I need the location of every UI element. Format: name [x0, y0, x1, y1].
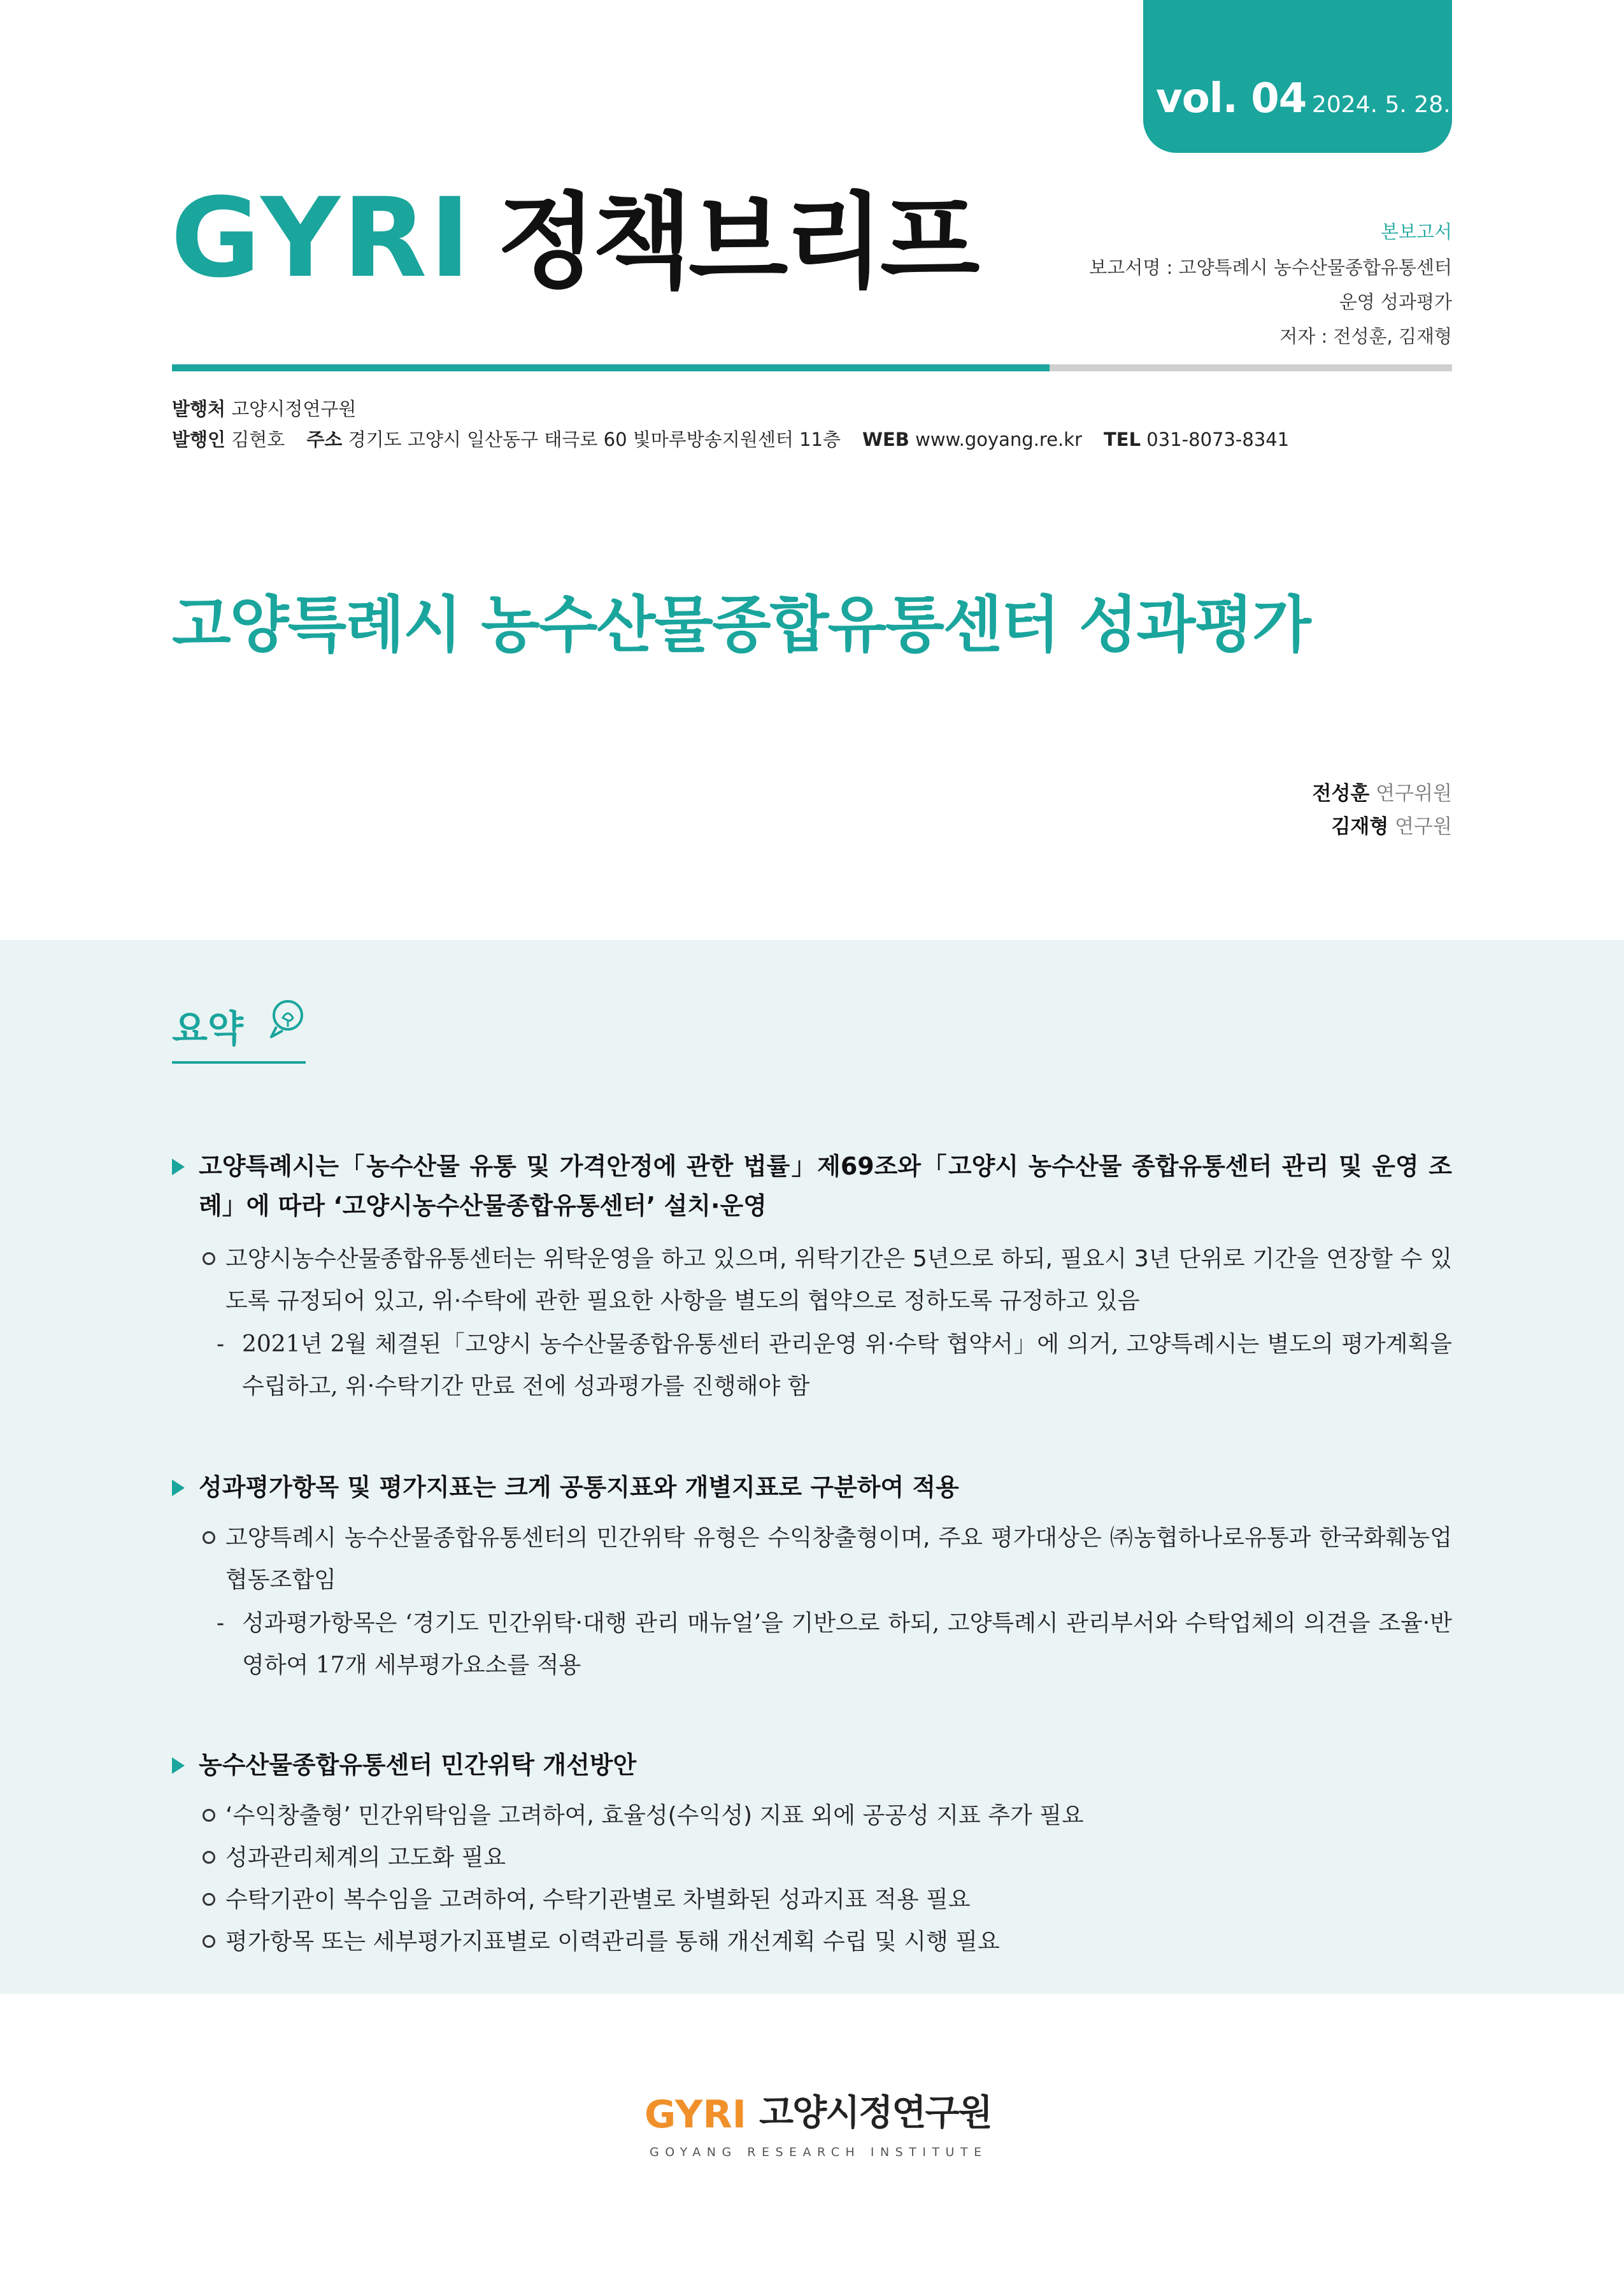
triangle-bullet-icon	[172, 1159, 185, 1175]
summary-point-text: 농수산물종합유통센터 민간위탁 개선방안	[199, 1751, 637, 1779]
footer-institute-english: GOYANG RESEARCH INSTITUTE	[650, 2145, 988, 2159]
summary-point	[172, 1745, 1452, 1785]
triangle-bullet-icon	[172, 1757, 185, 1774]
gyri-logo: GYRI	[171, 174, 473, 302]
author-role: 연구위원	[1376, 782, 1452, 805]
publisher-line	[172, 395, 356, 421]
policy-brief-wordmark: 정책브리프	[497, 183, 976, 303]
summary-subpoint	[203, 1879, 1452, 1921]
lightbulb-icon	[269, 999, 307, 1039]
summary-heading: 요약	[172, 1007, 244, 1050]
report-info-title: 보고서명 : 고양특례시 농수산물종합유통센터	[1089, 257, 1452, 278]
header-divider-gray	[1050, 364, 1452, 371]
triangle-bullet-icon	[172, 1480, 185, 1496]
tel-label: TEL	[1104, 429, 1141, 450]
summary-subpoint-text: 고양시농수산물종합유통센터는 위탁운영을 하고 있으며, 위탁기간은 5년으로 하되, 필요시 3년 단위로 기간을 연장할 수 있도록 규정되어 있고, 위·수탁에 관한 필요한 사항을 별도의 협약으로 정하도록 규정하고 있음	[225, 1246, 1452, 1314]
address-label: 주소	[306, 429, 343, 450]
issuer-value: 김현호	[231, 429, 285, 450]
circle-bullet-icon	[203, 1851, 215, 1864]
summary-subpoint	[203, 1795, 1452, 1837]
summary-heading-underline	[172, 1061, 306, 1064]
author-role: 연구원	[1395, 815, 1452, 838]
circle-bullet-icon	[203, 1935, 215, 1948]
circle-bullet-icon	[203, 1252, 215, 1265]
header-divider-accent	[172, 364, 1050, 371]
footer-institute-name: 고양시정연구원	[759, 2092, 992, 2134]
summary-subpoint-text: ‘수익창출형’ 민간위탁임을 고려하여, 효율성(수익성) 지표 외에 공공성 지표 추가 필요	[225, 1803, 1084, 1829]
summary-subpoint-text: 고양특례시 농수산물종합유통센터의 민간위탁 유형은 수익창출형이며, 주요 평가대상은 ㈜농협하나로유통과 한국화훼농업협동조합임	[225, 1525, 1452, 1593]
tel-value: 031-8073-8341	[1146, 429, 1290, 450]
summary-subpoint	[203, 1238, 1452, 1322]
summary-point	[172, 1146, 1452, 1225]
summary-detail: - 성과평가항목은 ‘경기도 민간위탁·대행 관리 매뉴얼’을 기반으로 하되, 고양특례시 관리부서와 수탁업체의 의견을 조율·반영하여 17개 세부평가요소를 적용	[217, 1603, 1452, 1687]
summary-detail-text: 2021년 2월 체결된「고양시 농수산물종합유통센터 관리운영 위·수탁 협약서」에 의거, 고양특례시는 별도의 평가계획을 수립하고, 위·수탁기간 만료 전에 성과평가를 진행해야 함	[242, 1331, 1452, 1399]
summary-subpoint	[203, 1837, 1452, 1879]
circle-bullet-icon	[203, 1893, 215, 1906]
address-value: 경기도 고양시 일산동구 태극로 60 빛마루방송지원센터 11층	[348, 429, 841, 450]
summary-point-text: 고양특례시는「농수산물 유통 및 가격안정에 관한 법률」제69조와「고양시 농수산물 종합유통센터 관리 및 운영 조례」에 따라 ‘고양시농수산물종합유통센터’ 설치·운영	[199, 1152, 1452, 1220]
summary-detail-text: 성과평가항목은 ‘경기도 민간위탁·대행 관리 매뉴얼’을 기반으로 하되, 고양특례시 관리부서와 수탁업체의 의견을 조율·반영하여 17개 세부평가요소를 적용	[242, 1610, 1452, 1678]
author-name: 김재형	[1331, 815, 1389, 838]
publisher-label: 발행처	[172, 398, 226, 420]
issuer-line	[172, 425, 1289, 452]
summary-subpoint	[203, 1517, 1452, 1601]
author-line	[1313, 777, 1453, 806]
summary-subpoint	[203, 1921, 1452, 1963]
issuer-label: 발행인	[172, 429, 226, 450]
summary-point-text: 성과평가항목 및 평가지표는 크게 공통지표와 개별지표로 구분하여 적용	[199, 1473, 959, 1501]
summary-subpoint-text: 평가항목 또는 세부평가지표별로 이력관리를 통해 개선계획 수립 및 시행 필요	[225, 1929, 1000, 1955]
author-name: 전성훈	[1312, 782, 1370, 805]
report-info-authors: 저자 : 전성훈, 김재형	[1279, 325, 1452, 347]
summary-subpoint-text: 수탁기관이 복수임을 고려하여, 수탁기관별로 차별화된 성과지표 적용 필요	[225, 1887, 971, 1913]
web-link[interactable]: www.goyang.re.kr	[915, 429, 1082, 450]
publisher-value: 고양시정연구원	[231, 398, 357, 420]
report-info-label: 본보고서	[1380, 221, 1452, 243]
volume-number: vol. 04	[1156, 75, 1307, 122]
circle-bullet-icon	[203, 1809, 215, 1822]
document-title: 고양특례시 농수산물종합유통센터 성과평가	[172, 589, 1310, 661]
author-line	[1331, 810, 1452, 839]
circle-bullet-icon	[203, 1531, 215, 1544]
issue-date: 2024. 5. 28.	[1312, 92, 1451, 118]
summary-point	[172, 1468, 1452, 1507]
web-label: WEB	[862, 429, 909, 450]
footer-logo: GYRI	[645, 2092, 746, 2137]
summary-detail: - 2021년 2월 체결된「고양시 농수산물종합유통센터 관리운영 위·수탁 협약서」에 의거, 고양특례시는 별도의 평가계획을 수립하고, 위·수탁기간 만료 전에 성과평가를 진행해야 함	[217, 1324, 1452, 1408]
summary-subpoint-text: 성과관리체계의 고도화 필요	[225, 1845, 506, 1871]
report-info-title-cont: 운영 성과평가	[1339, 291, 1452, 313]
